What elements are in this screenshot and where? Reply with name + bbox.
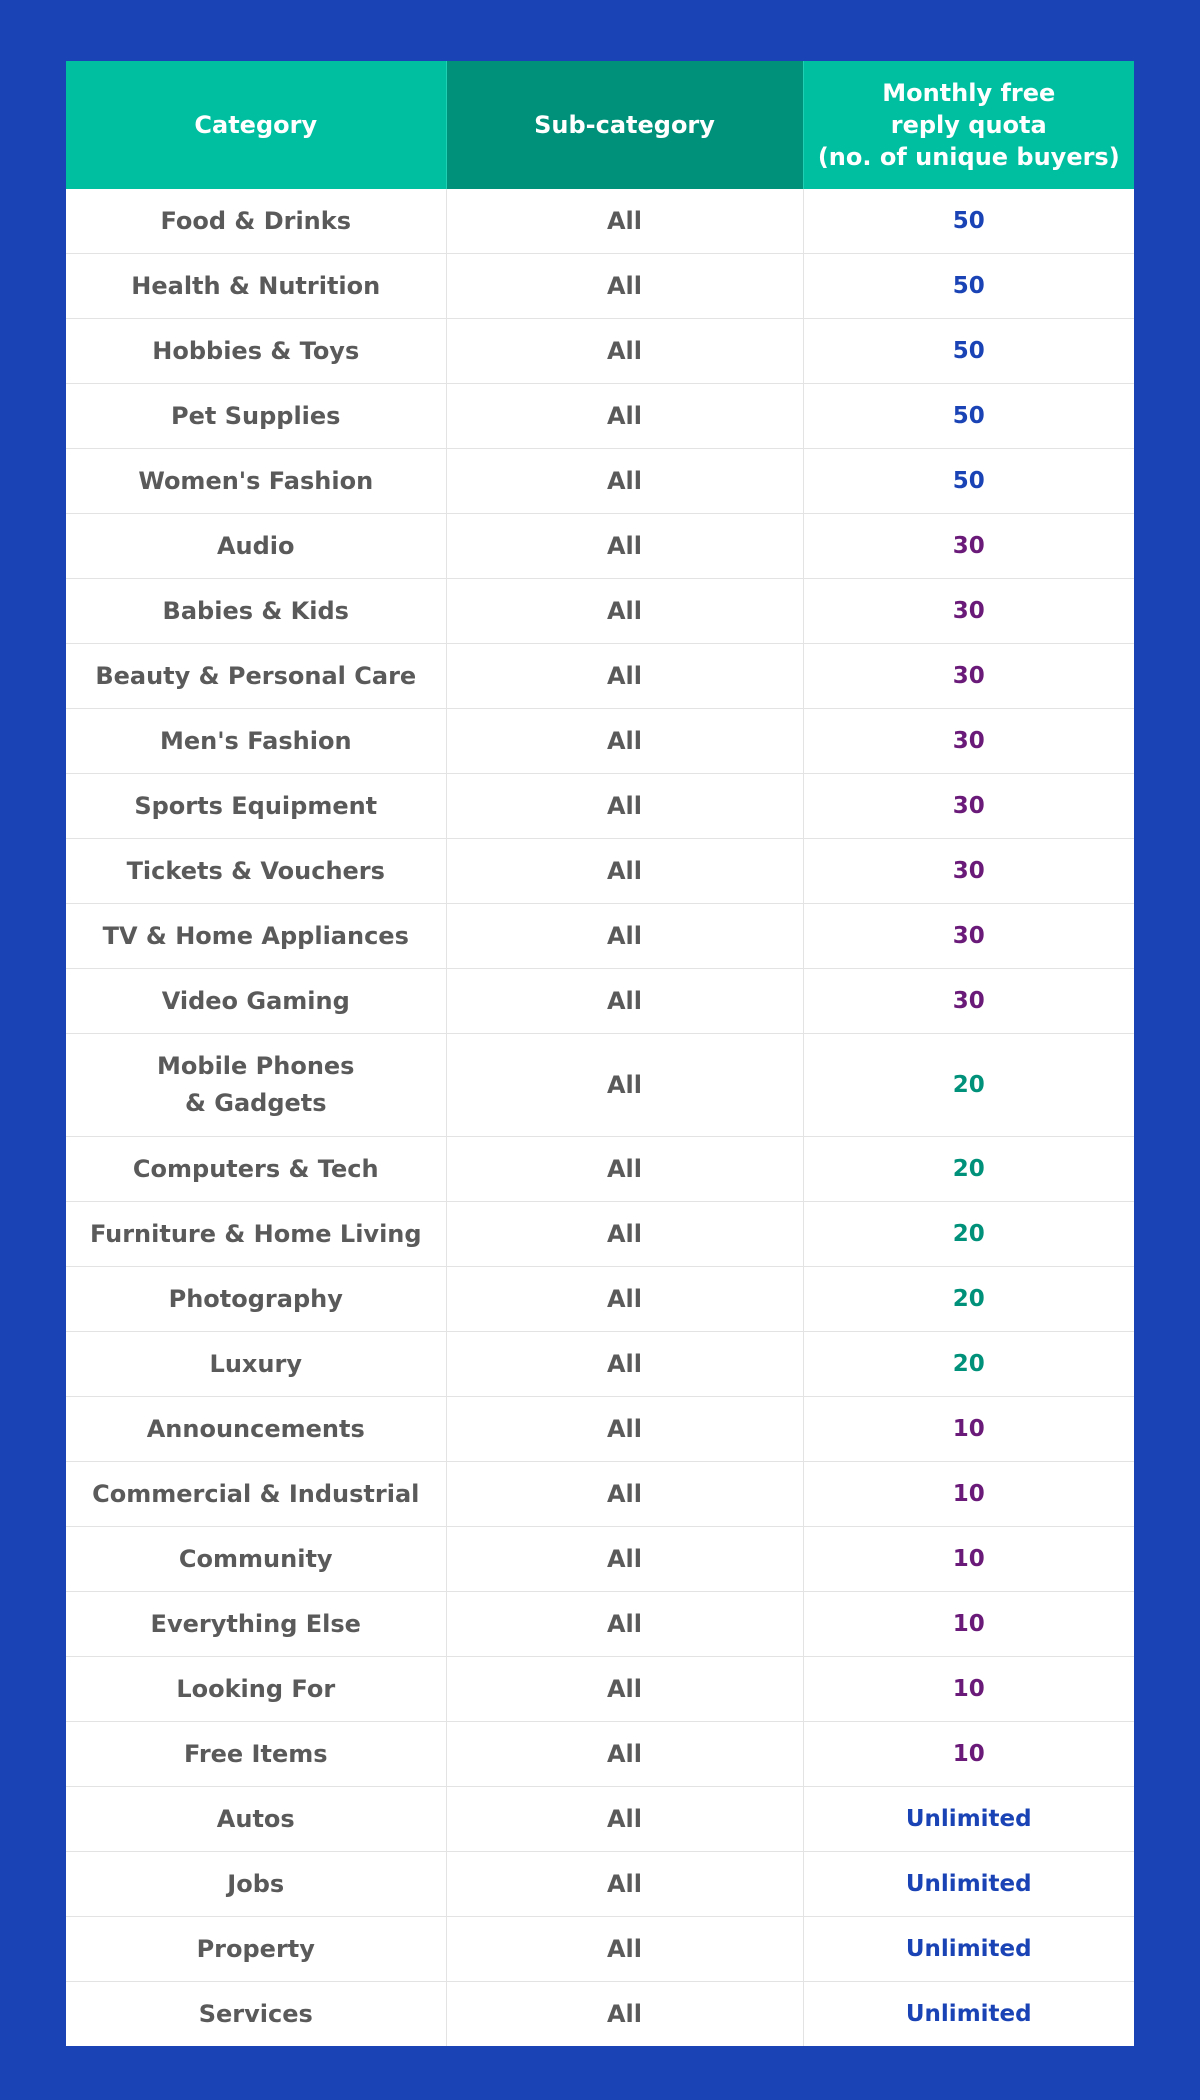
category-label: Commercial & Industrial bbox=[92, 1479, 420, 1508]
quota-cell: 30 bbox=[803, 709, 1134, 774]
quota-cell: 10 bbox=[803, 1527, 1134, 1592]
category-cell bbox=[66, 1722, 446, 1787]
table-row bbox=[66, 904, 1134, 969]
category-cell bbox=[66, 1787, 446, 1852]
table-row bbox=[66, 189, 1134, 254]
quota-cell: 20 bbox=[803, 1137, 1134, 1202]
category-label: Men's Fashion bbox=[159, 726, 352, 755]
header-category: Category bbox=[66, 61, 446, 189]
category-cell bbox=[66, 1397, 446, 1462]
subcategory-cell: All bbox=[446, 1722, 803, 1787]
category-label: Health & Nutrition bbox=[131, 271, 381, 300]
category-cell bbox=[66, 384, 446, 449]
header-quota-line: (no. of unique buyers) bbox=[817, 143, 1120, 171]
category-cell bbox=[66, 969, 446, 1034]
table-row bbox=[66, 1852, 1134, 1917]
category-label: Beauty & Personal Care bbox=[95, 661, 417, 690]
subcategory-cell: All bbox=[446, 1917, 803, 1982]
table-row bbox=[66, 1657, 1134, 1722]
table-row bbox=[66, 1722, 1134, 1787]
subcategory-cell: All bbox=[446, 774, 803, 839]
category-cell bbox=[66, 1332, 446, 1397]
table-row bbox=[66, 254, 1134, 319]
category-cell bbox=[66, 1917, 446, 1982]
subcategory-cell: All bbox=[446, 319, 803, 384]
quota-cell: 20 bbox=[803, 1332, 1134, 1397]
category-cell bbox=[66, 579, 446, 644]
category-label: Computers & Tech bbox=[132, 1154, 379, 1183]
category-label: Looking For bbox=[176, 1674, 336, 1703]
subcategory-cell: All bbox=[446, 1397, 803, 1462]
quota-cell: 10 bbox=[803, 1657, 1134, 1722]
table-row bbox=[66, 1267, 1134, 1332]
table-row bbox=[66, 1137, 1134, 1202]
quota-cell: 50 bbox=[803, 384, 1134, 449]
category-cell bbox=[66, 254, 446, 319]
subcategory-cell: All bbox=[446, 904, 803, 969]
table-row bbox=[66, 839, 1134, 904]
subcategory-cell: All bbox=[446, 644, 803, 709]
table-row bbox=[66, 1917, 1134, 1982]
quota-cell: 20 bbox=[803, 1202, 1134, 1267]
subcategory-cell: All bbox=[446, 709, 803, 774]
table-row bbox=[66, 1982, 1134, 2047]
table-row bbox=[66, 449, 1134, 514]
quota-cell: 30 bbox=[803, 579, 1134, 644]
quota-cell: 10 bbox=[803, 1397, 1134, 1462]
subcategory-cell: All bbox=[446, 1592, 803, 1657]
header-quota bbox=[803, 61, 1134, 189]
quota-cell: 30 bbox=[803, 514, 1134, 579]
table-row bbox=[66, 644, 1134, 709]
category-label: Jobs bbox=[227, 1869, 285, 1898]
quota-cell: Unlimited bbox=[803, 1917, 1134, 1982]
category-label: Pet Supplies bbox=[171, 401, 341, 430]
category-label: Women's Fashion bbox=[138, 466, 374, 495]
category-cell bbox=[66, 709, 446, 774]
category-cell bbox=[66, 1137, 446, 1202]
category-cell bbox=[66, 1462, 446, 1527]
category-cell bbox=[66, 189, 446, 254]
subcategory-cell: All bbox=[446, 1267, 803, 1332]
category-label: Babies & Kids bbox=[162, 596, 349, 625]
quota-cell: Unlimited bbox=[803, 1982, 1134, 2047]
category-cell bbox=[66, 904, 446, 969]
quota-cell: 50 bbox=[952, 207, 985, 234]
subcategory-cell: All bbox=[446, 514, 803, 579]
category-label: Food & Drinks bbox=[160, 206, 352, 235]
table-body bbox=[66, 189, 1134, 2046]
category-label: Autos bbox=[216, 1804, 295, 1833]
category-label: Everything Else bbox=[150, 1609, 361, 1638]
table-row bbox=[66, 1787, 1134, 1852]
table-row bbox=[66, 1202, 1134, 1267]
table-header-row bbox=[66, 61, 1134, 189]
category-cell bbox=[66, 1982, 446, 2047]
quota-cell: 50 bbox=[803, 449, 1134, 514]
subcategory-cell: All bbox=[446, 1462, 803, 1527]
category-label: Tickets & Vouchers bbox=[126, 856, 385, 885]
subcategory-cell: All bbox=[446, 1657, 803, 1722]
category-cell bbox=[66, 1527, 446, 1592]
category-label: Community bbox=[178, 1544, 333, 1573]
category-cell bbox=[66, 1202, 446, 1267]
table-row bbox=[66, 709, 1134, 774]
subcategory-cell: All bbox=[446, 1137, 803, 1202]
quota-cell: 50 bbox=[803, 254, 1134, 319]
category-label: Sports Equipment bbox=[134, 791, 378, 820]
category-label: & Gadgets bbox=[184, 1089, 327, 1117]
quota-cell: 30 bbox=[803, 644, 1134, 709]
category-label: Property bbox=[196, 1934, 315, 1963]
subcategory-cell: All bbox=[446, 969, 803, 1034]
subcategory-cell: All bbox=[446, 189, 803, 254]
category-cell bbox=[66, 514, 446, 579]
quota-cell: 30 bbox=[803, 774, 1134, 839]
table-row bbox=[66, 579, 1134, 644]
subcategory-cell: All bbox=[446, 1034, 803, 1137]
category-cell bbox=[66, 319, 446, 384]
category-label: Luxury bbox=[209, 1349, 302, 1378]
table-row bbox=[66, 969, 1134, 1034]
category-label: Audio bbox=[216, 531, 295, 560]
table-row bbox=[66, 1527, 1134, 1592]
quota-cell: 30 bbox=[803, 969, 1134, 1034]
category-label: Furniture & Home Living bbox=[89, 1219, 422, 1248]
table-row bbox=[66, 384, 1134, 449]
quota-cell: 10 bbox=[803, 1462, 1134, 1527]
category-cell bbox=[66, 1657, 446, 1722]
category-cell bbox=[66, 774, 446, 839]
category-cell bbox=[66, 1034, 446, 1137]
category-label: TV & Home Appliances bbox=[102, 921, 409, 950]
quota-cell: 10 bbox=[803, 1722, 1134, 1787]
quota-cell: Unlimited bbox=[803, 1852, 1134, 1917]
subcategory-cell: All bbox=[446, 1982, 803, 2047]
subcategory-cell: All bbox=[446, 579, 803, 644]
quota-cell: 20 bbox=[803, 1267, 1134, 1332]
subcategory-cell: All bbox=[446, 254, 803, 319]
category-label: Video Gaming bbox=[161, 986, 350, 1015]
table-row bbox=[66, 1034, 1134, 1137]
category-cell bbox=[66, 1267, 446, 1332]
quota-table-container bbox=[66, 61, 1134, 2046]
quota-cell: 30 bbox=[803, 839, 1134, 904]
quota-cell: 50 bbox=[803, 319, 1134, 384]
header-quota-line: Monthly free bbox=[882, 79, 1056, 107]
table-row bbox=[66, 319, 1134, 384]
quota-cell: Unlimited bbox=[803, 1787, 1134, 1852]
subcategory-cell: All bbox=[446, 1852, 803, 1917]
table-row bbox=[66, 1397, 1134, 1462]
table-row bbox=[66, 1592, 1134, 1657]
quota-cell: 30 bbox=[803, 904, 1134, 969]
category-label: Hobbies & Toys bbox=[152, 336, 360, 365]
category-label: Announcements bbox=[146, 1414, 365, 1443]
header-subcategory: Sub-category bbox=[446, 61, 803, 189]
table-row bbox=[66, 1462, 1134, 1527]
category-label: Free Items bbox=[183, 1739, 328, 1768]
category-cell bbox=[66, 839, 446, 904]
category-cell bbox=[66, 1852, 446, 1917]
subcategory-cell: All bbox=[446, 1527, 803, 1592]
subcategory-cell: All bbox=[446, 449, 803, 514]
subcategory-cell: All bbox=[446, 1332, 803, 1397]
subcategory-cell: All bbox=[446, 839, 803, 904]
subcategory-cell: All bbox=[446, 384, 803, 449]
category-label: Services bbox=[198, 1999, 313, 2028]
category-cell bbox=[66, 644, 446, 709]
header-quota-line: reply quota bbox=[890, 111, 1047, 139]
category-label: Mobile Phones bbox=[157, 1052, 355, 1080]
table-row bbox=[66, 514, 1134, 579]
quota-table bbox=[66, 61, 1134, 2046]
category-cell bbox=[66, 449, 446, 514]
subcategory-cell: All bbox=[446, 1787, 803, 1852]
category-cell bbox=[66, 1592, 446, 1657]
subcategory-cell: All bbox=[446, 1202, 803, 1267]
quota-cell: 20 bbox=[803, 1034, 1134, 1137]
table-row bbox=[66, 774, 1134, 839]
table-row bbox=[66, 1332, 1134, 1397]
quota-cell: 10 bbox=[803, 1592, 1134, 1657]
category-label: Photography bbox=[168, 1284, 343, 1313]
